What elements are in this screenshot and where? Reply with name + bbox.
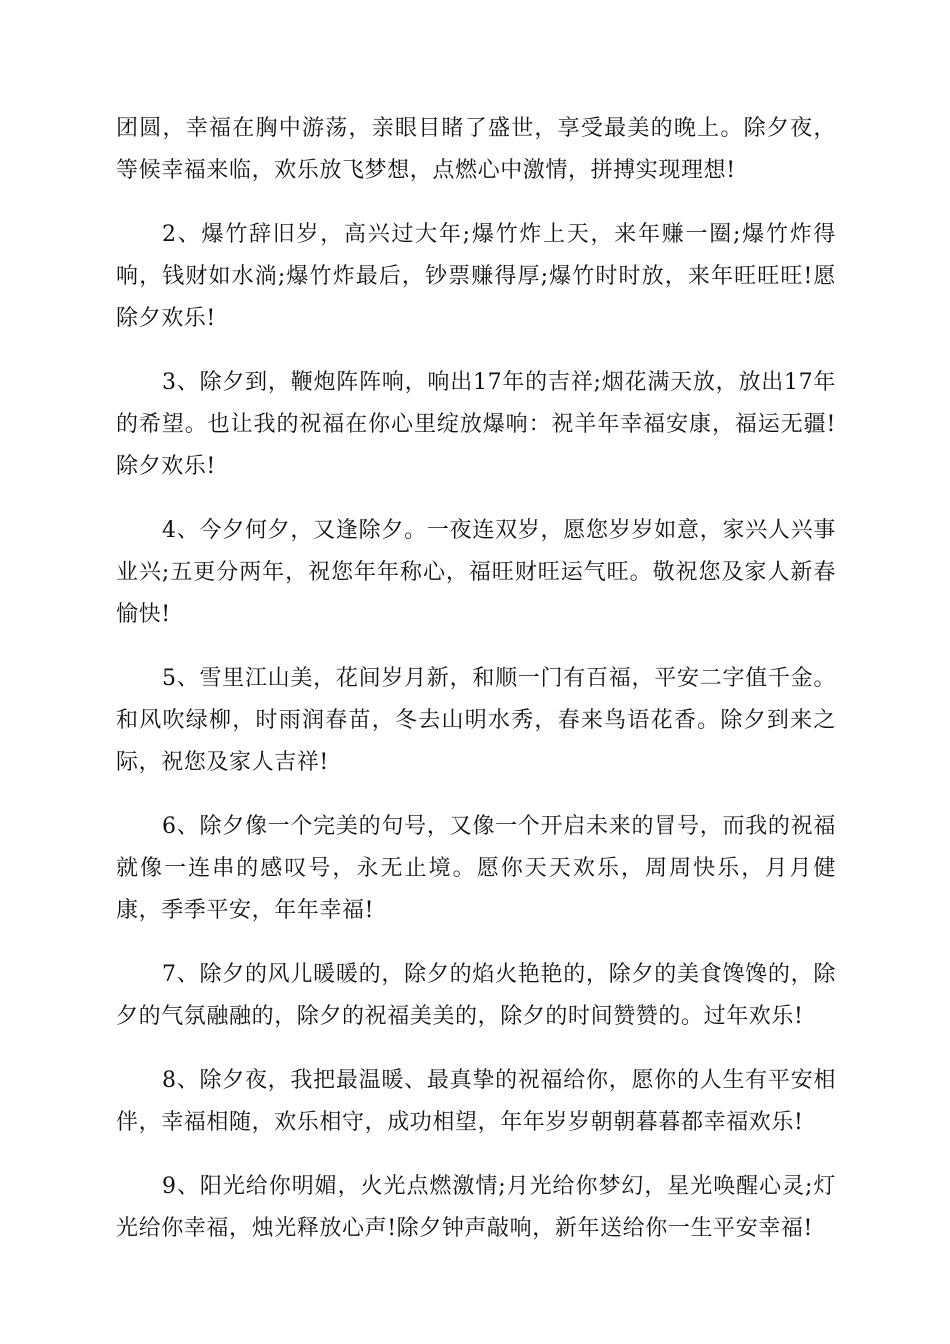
paragraph-continuation: 团圆，幸福在胸中游荡，亲眼目睹了盛世，享受最美的晚上。除夕夜，等候幸福来临，欢乐放飞梦想，点燃心中激情，拼搏实现理想! xyxy=(116,116,836,183)
paragraph-item-2: 2、爆竹辞旧岁，高兴过大年;爆竹炸上天，来年赚一圈;爆竹炸得响，钱财如水淌;爆竹炸最后，钞票赚得厚;爆竹时时放，来年旺旺旺!愿除夕欢乐! xyxy=(116,222,836,331)
paragraph-item-5: 5、雪里江山美，花间岁月新，和顺一门有百福，平安二字值千金。和风吹绿柳，时雨润春苗，冬去山明水秀，春来鸟语花香。除夕到来之际，祝您及家人吉祥! xyxy=(116,666,836,775)
paragraph-item-4: 4、今夕何夕，又逢除夕。一夜连双岁，愿您岁岁如意，家兴人兴事业兴;五更分两年，祝您年年称心，福旺财旺运气旺。敬祝您及家人新春愉快! xyxy=(116,518,836,627)
paragraph-item-3: 3、除夕到，鞭炮阵阵响，响出17年的吉祥;烟花满天放，放出17年的希望。也让我的祝福在你心里绽放爆响：祝羊年幸福安康，福运无疆!除夕欢乐! xyxy=(116,370,836,479)
paragraph-item-9: 9、阳光给你明媚，火光点燃激情;月光给你梦幻，星光唤醒心灵;灯光给你幸福，烛光释放心声!除夕钟声敲响，新年送给你一生平安幸福! xyxy=(116,1174,836,1241)
document-body xyxy=(116,108,836,1272)
paragraph-item-7: 7、除夕的风儿暖暖的，除夕的焰火艳艳的，除夕的美食馋馋的，除夕的气氛融融的，除夕的祝福美美的，除夕的时间赞赞的。过年欢乐! xyxy=(116,962,836,1029)
paragraph-item-6: 6、除夕像一个完美的句号，又像一个开启未来的冒号，而我的祝福就像一连串的感叹号，永无止境。愿你天天欢乐，周周快乐，月月健康，季季平安，年年幸福! xyxy=(116,814,836,923)
paragraph-item-8: 8、除夕夜，我把最温暖、最真挚的祝福给你，愿你的人生有平安相伴，幸福相随，欢乐相守，成功相望，年年岁岁朝朝暮暮都幸福欢乐! xyxy=(116,1068,836,1135)
